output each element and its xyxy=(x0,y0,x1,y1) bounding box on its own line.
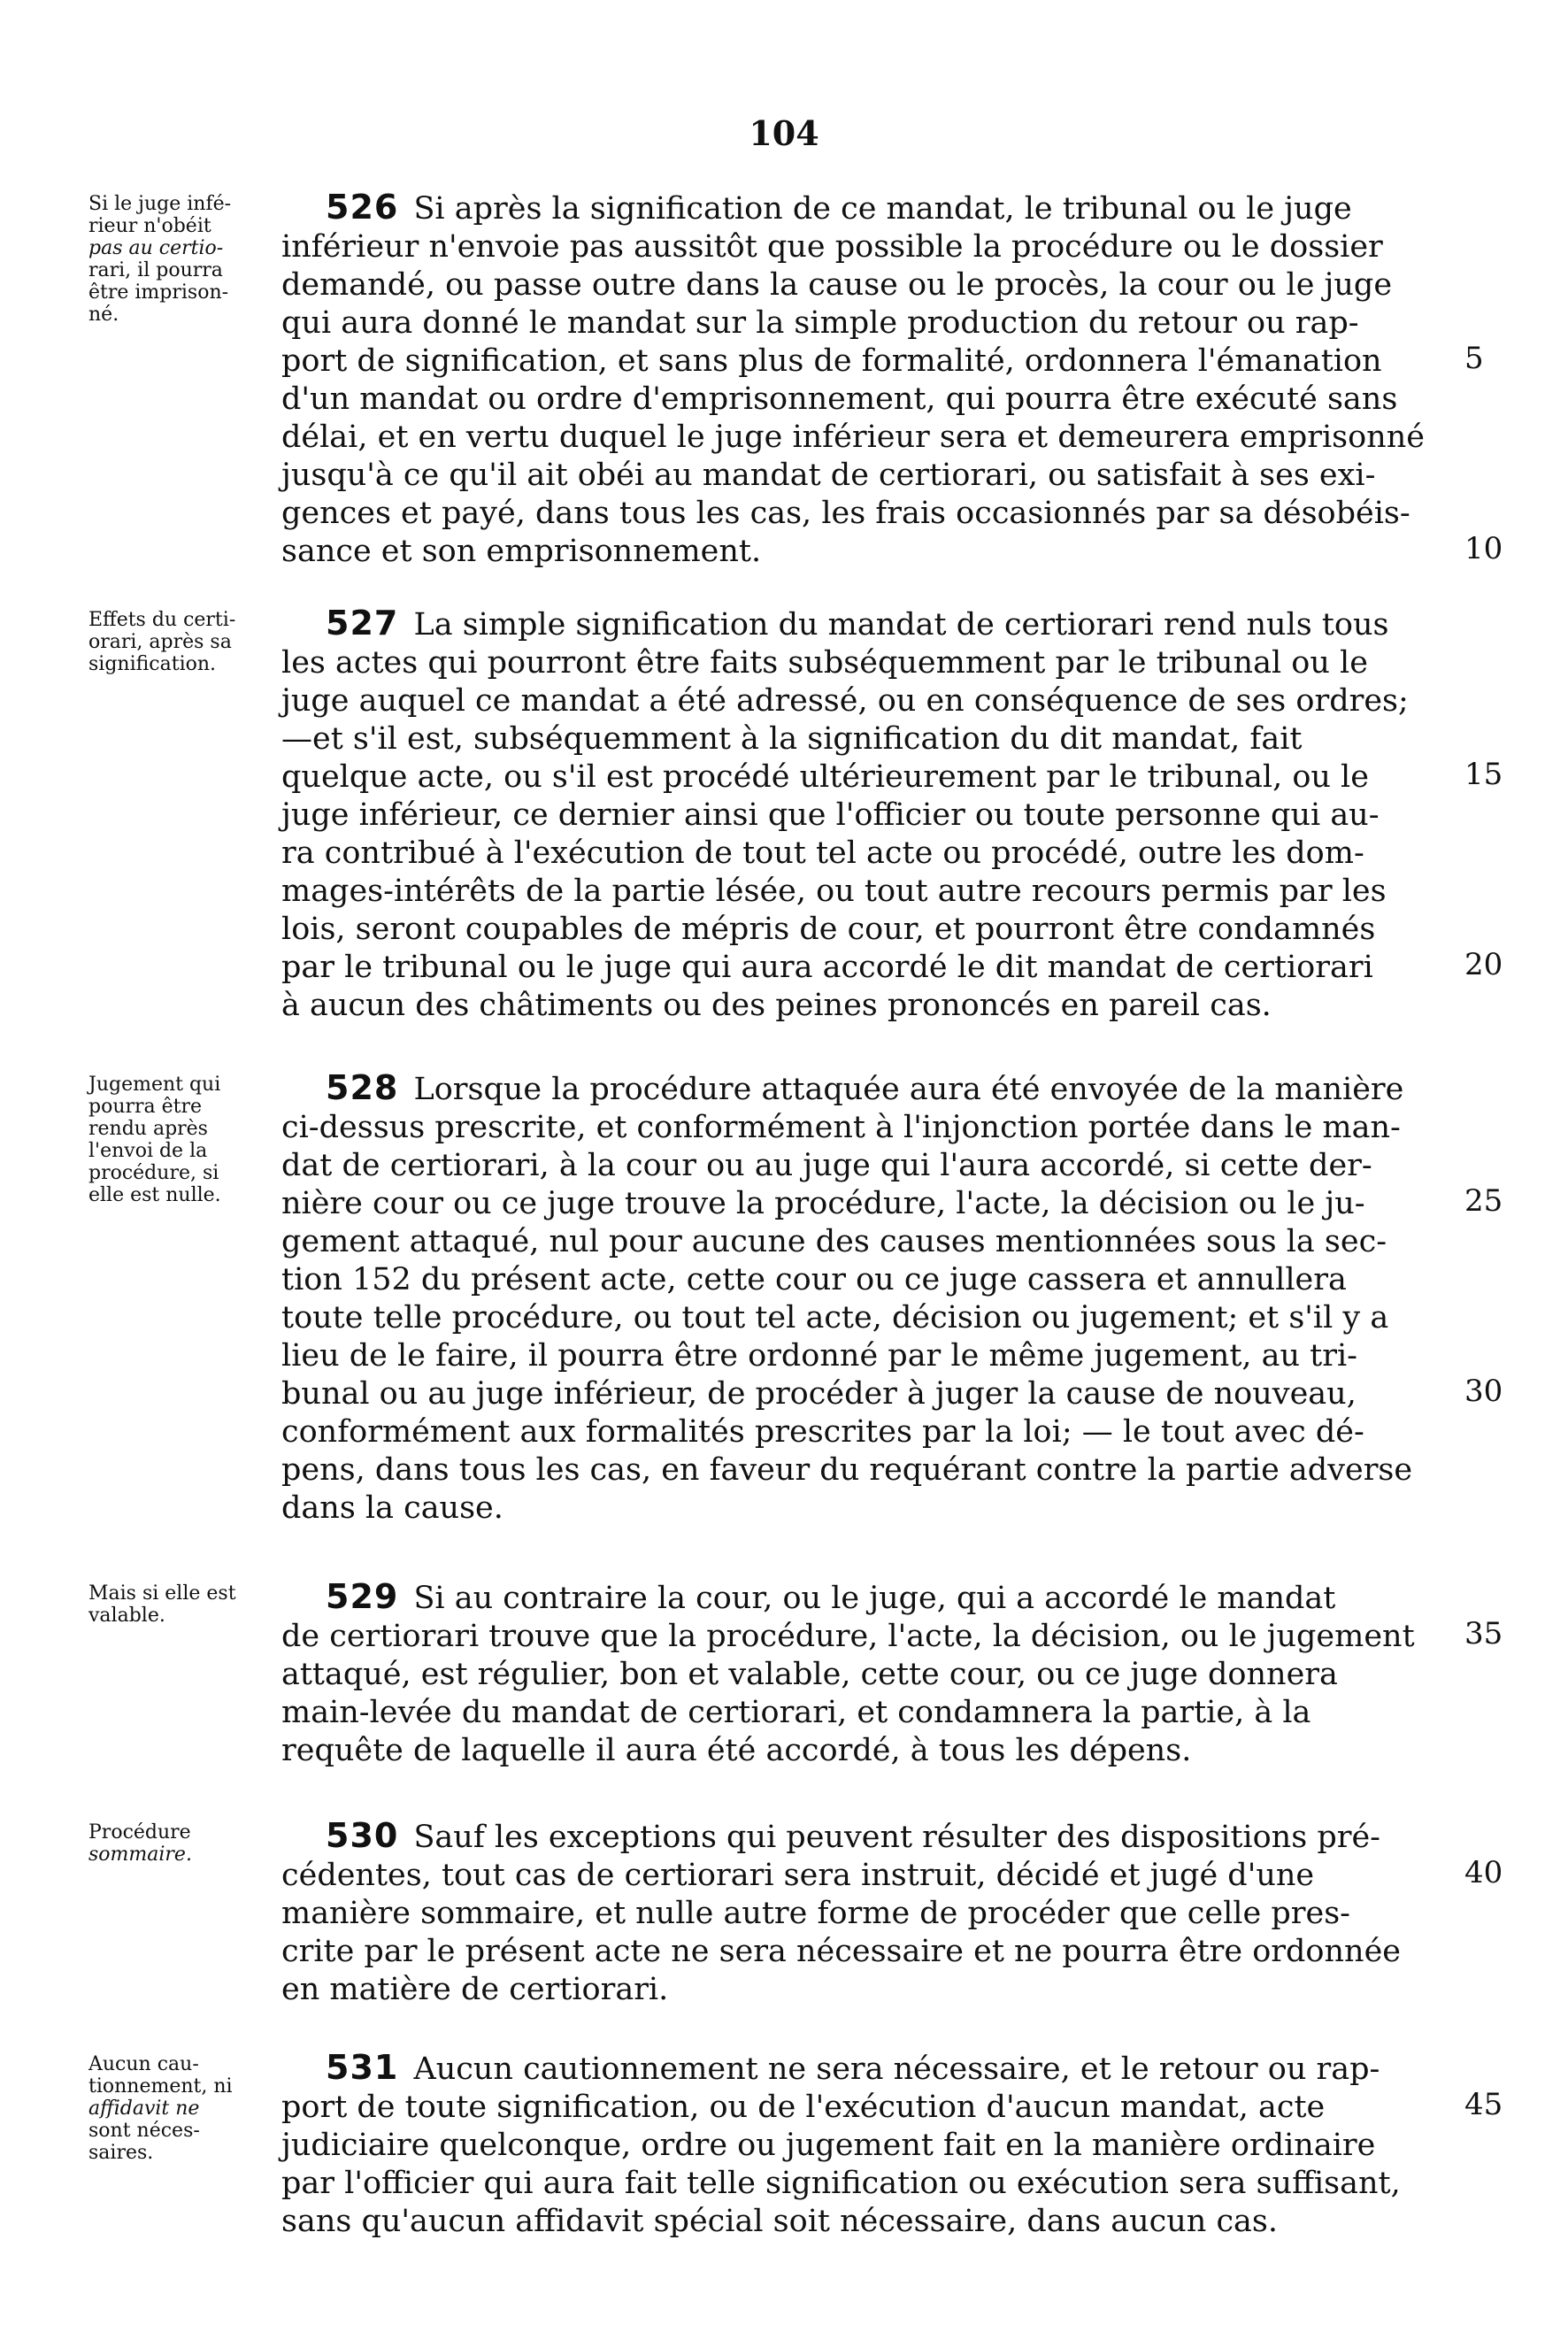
text-line: tion 152 du présent acte, cette cour ou ce juge cassera et annullera xyxy=(281,1262,1347,1297)
text-line: à aucun des châtiments ou des peines prononcés en pareil cas. xyxy=(281,988,1272,1023)
text-line: Si après la signification de ce mandat, le tribunal ou le juge xyxy=(404,191,1352,227)
text-line: sance et son emprisonnement. xyxy=(281,534,762,569)
margin-line: tionnement, ni xyxy=(88,2075,233,2098)
article-text xyxy=(281,1069,1432,1528)
article-text xyxy=(281,604,1432,1025)
margin-note xyxy=(88,1582,283,1627)
article-text xyxy=(281,2049,1432,2241)
line-number: 40 xyxy=(1464,1855,1503,1890)
text-line: demandé, ou passe outre dans la cause ou le procès, la cour ou le juge xyxy=(281,267,1393,303)
text-line: dat de certiorari, à la cour ou au juge qui l'aura accordé, si cette der- xyxy=(281,1148,1372,1183)
text-line: conformément aux formalités prescrites par la loi; — le tout avec dé- xyxy=(281,1414,1364,1450)
text-line: qui aura donné le mandat sur la simple production du retour ou rap- xyxy=(281,305,1359,341)
margin-line: procédure, si xyxy=(88,1162,219,1184)
margin-line: Procédure xyxy=(88,1821,191,1844)
margin-line: valable. xyxy=(88,1605,165,1627)
text-line: La simple signification du mandat de certiorari rend nuls tous xyxy=(404,607,1389,643)
text-line: en matière de certiorari. xyxy=(281,1972,669,2007)
text-line: sans qu'aucun affidavit spécial soit nécessaire, dans aucun cas. xyxy=(281,2204,1278,2239)
margin-line: saires. xyxy=(88,2142,154,2164)
text-line: cédentes, tout cas de certiorari sera instruit, décidé et jugé d'une xyxy=(281,1858,1315,1893)
margin-line: signification. xyxy=(88,653,217,675)
text-line: judiciaire quelconque, ordre ou jugement fait en la manière ordinaire xyxy=(281,2128,1376,2163)
text-line: dans la cause. xyxy=(281,1490,503,1526)
text-line: —et s'il est, subséquemment à la signification du dit mandat, fait xyxy=(281,721,1303,757)
margin-line: Jugement qui xyxy=(88,1074,221,1096)
margin-line: sont néces- xyxy=(88,2120,200,2142)
article-number: 530 xyxy=(326,1816,399,1855)
line-number: 25 xyxy=(1464,1183,1503,1219)
text-line: inférieur n'envoie pas aussitôt que possible la procédure ou le dossier xyxy=(281,229,1383,265)
text-line: port de signification, et sans plus de formalité, ordonnera l'émanation xyxy=(281,343,1382,379)
margin-line: elle est nulle. xyxy=(88,1184,221,1206)
text-line: par l'officier qui aura fait telle signification ou exécution sera suffisant, xyxy=(281,2166,1401,2201)
article-number: 527 xyxy=(326,604,399,643)
article-number: 531 xyxy=(326,2048,399,2087)
line-number: 15 xyxy=(1464,757,1503,792)
text-line: d'un mandat ou ordre d'emprisonnement, qui pourra être exécuté sans xyxy=(281,381,1398,417)
text-line: requête de laquelle il aura été accordé, à tous les dépens. xyxy=(281,1733,1192,1768)
margin-line: affidavit ne xyxy=(88,2098,200,2120)
text-line: les actes qui pourront être faits subséquemment par le tribunal ou le xyxy=(281,645,1368,681)
text-line: attaqué, est régulier, bon et valable, cette cour, ou ce juge donnera xyxy=(281,1657,1338,1692)
text-line: ci-dessus prescrite, et conformément à l'injonction portée dans le man- xyxy=(281,1110,1401,1145)
margin-line: Effets du certi- xyxy=(88,609,236,631)
margin-line: pas au certio- xyxy=(88,237,224,259)
margin-line: rieur n'obéit xyxy=(88,215,211,237)
text-line: juge inférieur, ce dernier ainsi que l'officier ou toute personne qui au- xyxy=(281,797,1380,833)
margin-line: Si le juge infé- xyxy=(88,193,232,215)
text-line: nière cour ou ce juge trouve la procédure, l'acte, la décision ou le ju- xyxy=(281,1186,1365,1221)
margin-note xyxy=(88,193,283,326)
text-line: Aucun cautionnement ne sera nécessaire, et le retour ou rap- xyxy=(404,2051,1380,2087)
margin-line: pourra être xyxy=(88,1096,203,1118)
margin-note xyxy=(88,2053,283,2164)
text-line: juge auquel ce mandat a été adressé, ou en conséquence de ses ordres; xyxy=(281,683,1409,719)
article-text xyxy=(281,189,1432,571)
text-line: main-levée du mandat de certiorari, et condamnera la partie, à la xyxy=(281,1695,1311,1730)
line-number: 30 xyxy=(1464,1374,1503,1409)
margin-line: Mais si elle est xyxy=(88,1582,236,1605)
text-line: Lorsque la procédure attaquée aura été envoyée de la manière xyxy=(404,1072,1404,1107)
text-line: port de toute signification, ou de l'exécution d'aucun mandat, acte xyxy=(281,2090,1326,2125)
margin-line: Aucun cau- xyxy=(88,2053,199,2075)
text-line: délai, et en vertu duquel le juge inférieur sera et demeurera emprisonné xyxy=(281,420,1425,455)
text-line: toute telle procédure, ou tout tel acte, décision ou jugement; et s'il y a xyxy=(281,1300,1389,1335)
text-line: par le tribunal ou le juge qui aura accordé le dit mandat de certiorari xyxy=(281,950,1373,985)
margin-line: sommaire. xyxy=(88,1844,192,1866)
margin-line: rendu après xyxy=(88,1118,208,1140)
article-text xyxy=(281,1578,1432,1770)
article-number: 529 xyxy=(326,1577,399,1616)
margin-note xyxy=(88,609,283,675)
text-line: Si au contraire la cour, ou le juge, qui a accordé le mandat xyxy=(404,1581,1336,1616)
text-line: lieu de le faire, il pourra être ordonné par le même jugement, au tri- xyxy=(281,1338,1357,1374)
margin-note xyxy=(88,1821,283,1866)
text-line: ra contribué à l'exécution de tout tel acte ou procédé, outre les dom- xyxy=(281,835,1364,871)
line-number: 20 xyxy=(1464,947,1503,982)
text-line: quelque acte, ou s'il est procédé ultérieurement par le tribunal, ou le xyxy=(281,759,1369,795)
text-line: pens, dans tous les cas, en faveur du requérant contre la partie adverse xyxy=(281,1452,1413,1488)
line-number: 35 xyxy=(1464,1616,1503,1651)
margin-note xyxy=(88,1074,283,1206)
text-line: crite par le présent acte ne sera nécessaire et ne pourra être ordonnée xyxy=(281,1934,1402,1969)
text-line: Sauf les exceptions qui peuvent résulter des dispositions pré- xyxy=(404,1820,1380,1855)
article-number: 526 xyxy=(326,188,399,227)
margin-line: être imprison- xyxy=(88,281,229,304)
text-line: mages-intérêts de la partie lésée, ou tout autre recours permis par les xyxy=(281,874,1387,909)
line-number: 45 xyxy=(1464,2087,1503,2122)
margin-line: l'envoi de la xyxy=(88,1140,208,1162)
article-number: 528 xyxy=(326,1068,399,1107)
text-line: gences et payé, dans tous les cas, les frais occasionnés par sa désobéis- xyxy=(281,496,1410,531)
margin-line: rari, il pourra xyxy=(88,259,223,281)
margin-line: orari, après sa xyxy=(88,631,232,653)
margin-line: né. xyxy=(88,304,119,326)
text-line: lois, seront coupables de mépris de cour, et pourront être condamnés xyxy=(281,912,1376,947)
text-line: gement attaqué, nul pour aucune des causes mentionnées sous la sec- xyxy=(281,1224,1387,1259)
page-number: 104 xyxy=(749,113,819,153)
line-number: 5 xyxy=(1464,341,1484,376)
text-line: de certiorari trouve que la procédure, l'acte, la décision, ou le jugement xyxy=(281,1619,1415,1654)
line-number: 10 xyxy=(1464,531,1503,566)
article-text xyxy=(281,1817,1432,2009)
text-line: jusqu'à ce qu'il ait obéi au mandat de certiorari, ou satisfait à ses exi- xyxy=(281,458,1376,493)
text-line: bunal ou au juge inférieur, de procéder à juger la cause de nouveau, xyxy=(281,1376,1357,1412)
text-line: manière sommaire, et nulle autre forme de procéder que celle pres- xyxy=(281,1896,1350,1931)
